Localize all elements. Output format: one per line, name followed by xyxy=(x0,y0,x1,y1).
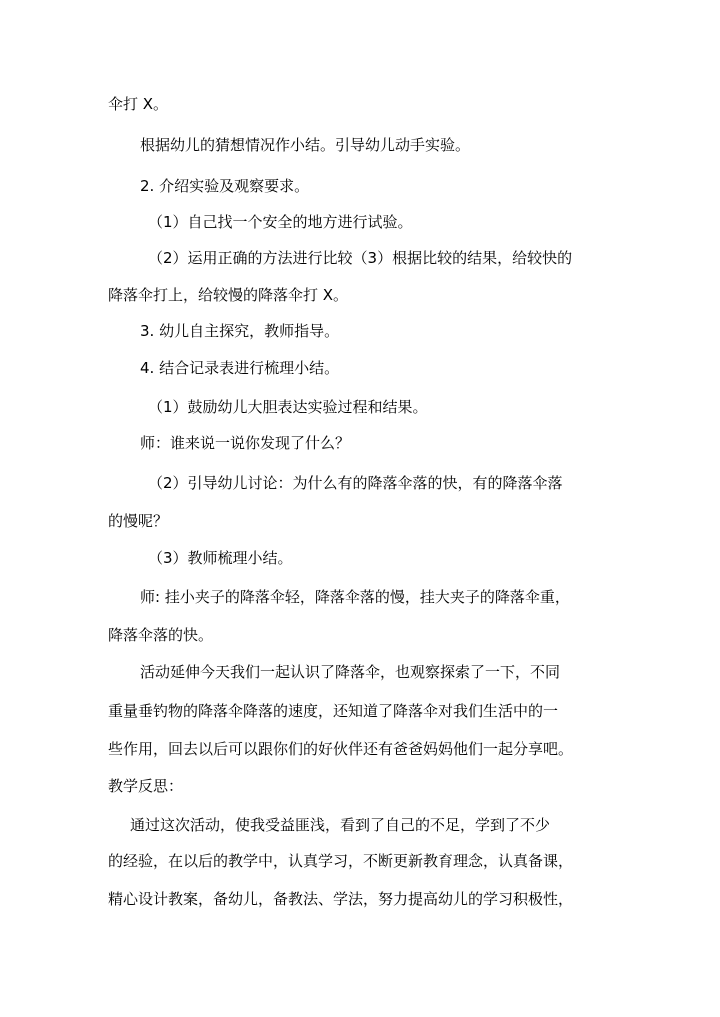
text-line: 师：谁来说一说你发现了什么？ xyxy=(140,434,351,452)
text-line: 3. 幼儿自主探究，教师指导。 xyxy=(140,322,340,340)
text-line: 的经验，在以后的教学中，认真学习，不断更新教育理念，认真备课， xyxy=(108,852,574,870)
text-line: （2）运用正确的方法进行比较（3）根据比较的结果，给较快的 xyxy=(148,249,573,267)
text-line: 些作用，回去以后可以跟你们的好伙伴还有爸爸妈妈他们一起分享吧。 xyxy=(108,740,574,758)
text-line: 降落伞落的快。 xyxy=(108,626,214,644)
text-line: （3）教师梳理小结。 xyxy=(148,549,293,567)
text-line: 精心设计教案，备幼儿，备教法、学法，努力提高幼儿的学习积极性， xyxy=(108,890,574,908)
text-line: 根据幼儿的猜想情况作小结。引导幼儿动手实验。 xyxy=(140,136,471,154)
text-line: （2）引导幼儿讨论：为什么有的降落伞落的快，有的降落伞落 xyxy=(148,474,563,492)
text-line: 师: 挂小夹子的降落伞轻，降落伞落的慢，挂大夹子的降落伞重， xyxy=(140,588,570,606)
text-line: 通过这次活动，使我受益匪浅，看到了自己的不足，学到了不少 xyxy=(130,816,551,834)
text-line: 的慢呢？ xyxy=(108,512,169,530)
text-line: （1）鼓励幼儿大胆表达实验过程和结果。 xyxy=(148,398,428,416)
text-line: （1）自己找一个安全的地方进行试验。 xyxy=(148,213,413,231)
text-line: 教学反思： xyxy=(108,777,184,795)
text-line: 2. 介绍实验及观察要求。 xyxy=(140,177,310,195)
text-line: 4. 结合记录表进行梳理小结。 xyxy=(140,359,340,377)
text-line: 伞打 X。 xyxy=(108,95,169,113)
text-line: 活动延伸今天我们一起认识了降落伞，也观察探索了一下，不同 xyxy=(140,663,561,681)
text-line: 重量垂钓物的降落伞降落的速度，还知道了降落伞对我们生活中的一 xyxy=(108,702,559,720)
text-line: 降落伞打上，给较慢的降落伞打 X。 xyxy=(108,286,349,304)
